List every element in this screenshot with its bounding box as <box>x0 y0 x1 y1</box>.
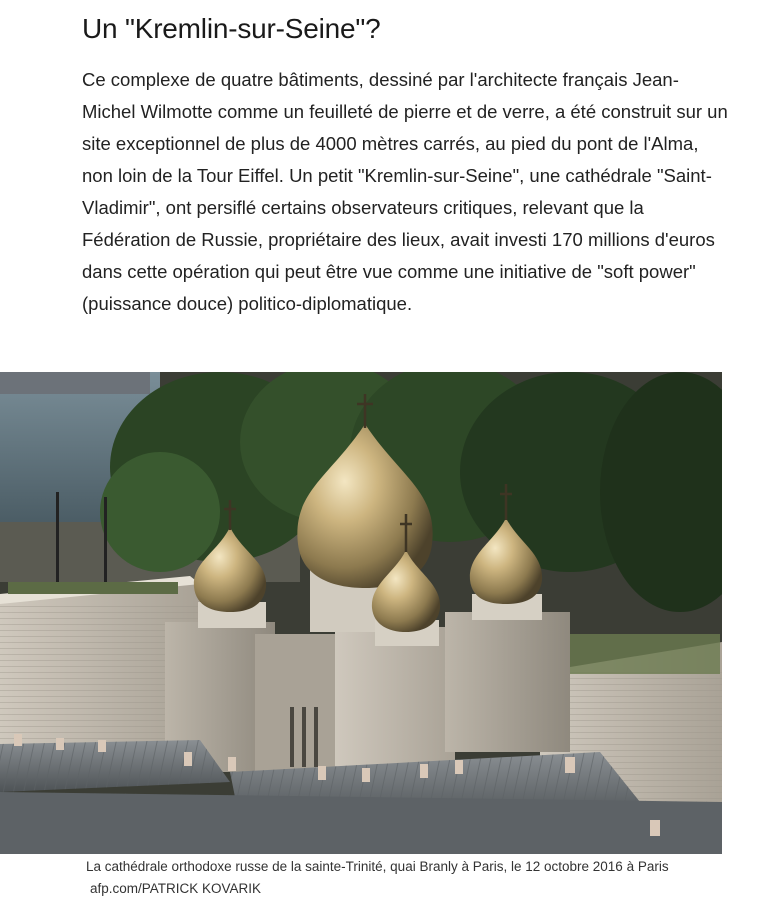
article-paragraph: Ce complexe de quatre bâtiments, dessiné par l'architecte français Jean-Michel Wilmotte comme un feuilleté de pierre et de verre, a été construit sur un site exceptionnel de plus de 4000 mètres carrés, au pied du pont de l'Alma, non loin de la Tour Eiffel. Un petit "Kremlin-sur-Seine", une cathédrale "Saint-Vladimir", ont persiflé certains observateurs critiques, relevant que la Fédération de Russie, propriétaire des lieux, avait investi 170 millions d'euros dans cette opération qui peut être vue comme une initiative de "soft power" (puissance douce) politico-diplomatique. <box>82 69 728 314</box>
article-headline: Un "Kremlin-sur-Seine"? <box>82 13 381 44</box>
article-photo <box>0 372 722 854</box>
photo-credit: afp.com/PATRICK KOVARIK <box>90 881 262 896</box>
caption-text: La cathédrale orthodoxe russe de la sainte-Trinité, quai Branly à Paris, le 12 octobre 2016 à Paris <box>86 859 669 874</box>
cathedral-photo <box>0 372 722 854</box>
photo-caption <box>86 856 726 900</box>
